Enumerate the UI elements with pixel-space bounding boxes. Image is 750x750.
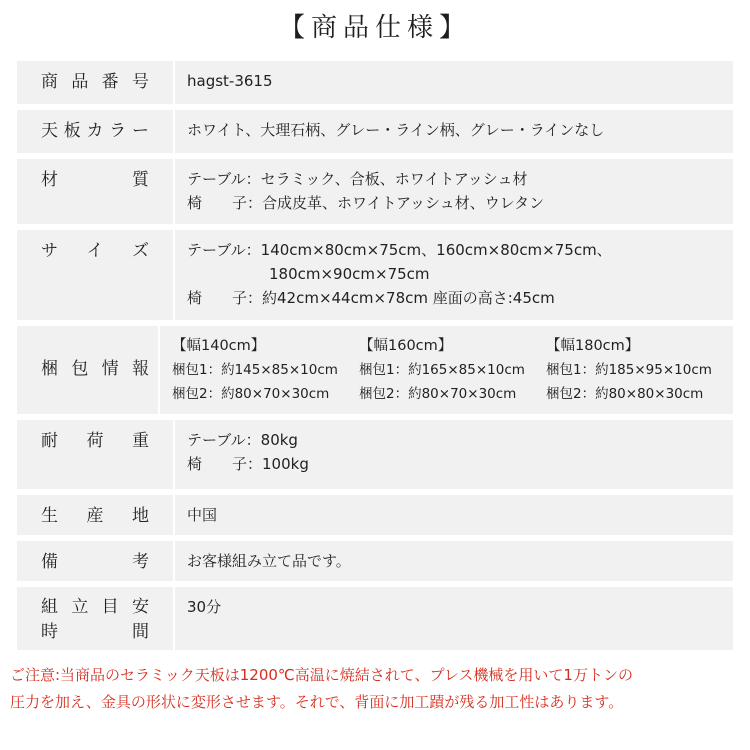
package-column-180: 【幅180cm】 梱包1：約185×95×10cm 梱包2：約80×80×30cm: [546, 338, 712, 402]
spec-label-material: 材 質: [17, 159, 173, 224]
spec-label-product-no: 商 品 番 号: [17, 61, 173, 104]
spec-label-assembly-time: 組 立 目 安 時 間: [17, 587, 173, 650]
page-title: 【商品仕様】: [278, 13, 471, 43]
spec-label-load: 耐 荷 重: [17, 420, 173, 489]
spec-label-size: サ イ ズ: [17, 230, 173, 320]
package-column-160: 【幅160cm】 梱包1：約165×85×10cm 梱包2：約80×70×30cm: [359, 338, 525, 402]
spec-label-top-color: 天 板 カ ラ ー: [17, 110, 173, 153]
spec-value-top-color: ホワイト、大理石柄、グレー・ライン柄、グレー・ラインなし: [175, 110, 733, 153]
spec-label-remarks: 備 考: [17, 541, 173, 581]
spec-label-origin: 生 産 地: [17, 495, 173, 535]
spec-value-size: テーブル：140cm×80cm×75cm、160cm×80cm×75cm、 180cm×90cm×75cm 椅 子：約42cm×44cm×78cm 座面の高さ:45cm: [175, 230, 733, 320]
spec-row-size: [17, 230, 733, 320]
spec-value-origin: 中国: [175, 495, 733, 535]
spec-row-origin: [17, 495, 733, 535]
spec-value-assembly-time: 30分: [175, 587, 733, 650]
caution-note: ご注意:当商品のセラミック天板は1200℃高温に焼結されて、プレス機械を用いて1万トンの 圧力を加え、金具の形状に変形させます。それで、背面に加工蹟が残る加工性はあります。: [10, 666, 633, 711]
spec-row-package: [17, 326, 733, 414]
spec-row-assembly-time: [17, 587, 733, 650]
spec-label-package: 梱 包 情 報: [17, 326, 158, 414]
spec-row-material: [17, 159, 733, 224]
spec-row-remarks: [17, 541, 733, 581]
spec-value-remarks: お客様組み立て品です。: [175, 541, 733, 581]
spec-row-load: [17, 420, 733, 489]
spec-value-product-no: hagst-3615: [175, 61, 733, 104]
spec-row-product-no: [17, 61, 733, 104]
package-column-140: 【幅140cm】 梱包1：約145×85×10cm 梱包2：約80×70×30cm: [172, 338, 338, 402]
spec-value-material: テーブル：セラミック、合板、ホワイトアッシュ材 椅 子：合成皮革、ホワイトアッシュ材、ウレタン: [175, 159, 733, 224]
spec-row-top-color: [17, 110, 733, 153]
spec-value-package: [160, 326, 733, 414]
spec-value-load: テーブル：80kg 椅 子：100kg: [175, 420, 733, 489]
